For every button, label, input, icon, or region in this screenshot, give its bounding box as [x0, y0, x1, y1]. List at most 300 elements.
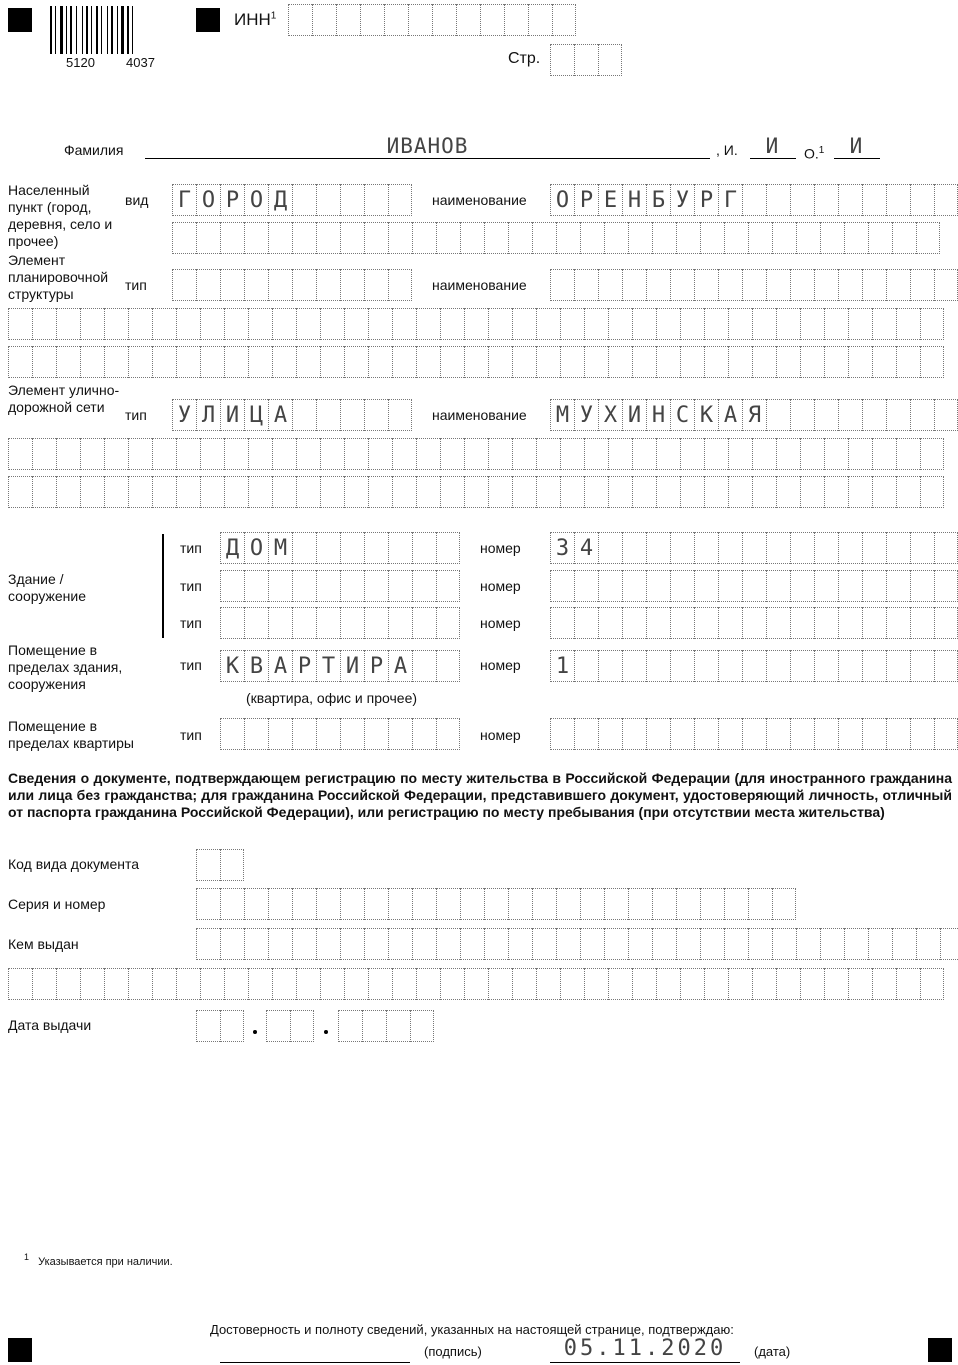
char-cell — [292, 399, 316, 431]
char-cell — [152, 476, 176, 508]
char-cell — [838, 570, 862, 602]
char-cell — [512, 968, 536, 1000]
char-cell — [776, 346, 800, 378]
char-cell — [504, 4, 528, 36]
char-cell — [320, 346, 344, 378]
street-name-field-row2[interactable] — [8, 438, 944, 470]
street-name-field[interactable] — [550, 399, 958, 431]
surname-value: ИВАНОВ — [386, 134, 469, 158]
char-cell — [316, 222, 340, 254]
char-cell — [844, 928, 868, 960]
footnote-text: Указывается при наличии. — [38, 1255, 173, 1268]
char-cell — [412, 607, 436, 639]
char-cell — [800, 968, 824, 1000]
char-cell — [584, 308, 608, 340]
char-cell — [244, 269, 268, 301]
char-cell — [820, 222, 844, 254]
char-cell — [796, 222, 820, 254]
char-cell — [360, 4, 384, 36]
char-cell: 1 — [550, 650, 574, 682]
char-cell — [680, 346, 704, 378]
char-cell — [272, 968, 296, 1000]
issued-by-field-row2[interactable] — [8, 968, 944, 1000]
char-cell — [316, 184, 340, 216]
building-number-field-1[interactable] — [550, 532, 958, 564]
char-cell — [814, 650, 838, 682]
confirmation-text: Достоверность и полноту сведений, указанных на настоящей странице, подтверждаю: — [210, 1322, 734, 1337]
char-cell — [790, 718, 814, 750]
char-cell — [920, 476, 944, 508]
char-cell — [608, 308, 632, 340]
char-cell — [220, 718, 244, 750]
char-cell — [550, 570, 574, 602]
char-cell — [608, 968, 632, 1000]
char-cell — [416, 968, 440, 1000]
premises-type-field[interactable] — [220, 650, 460, 682]
building-type-label-2: тип — [180, 578, 202, 594]
corner-marker-bottom-right — [928, 1338, 952, 1362]
char-cell — [700, 888, 724, 920]
char-cell — [344, 308, 368, 340]
char-cell — [772, 222, 796, 254]
char-cell — [440, 438, 464, 470]
char-cell: О — [196, 184, 220, 216]
building-type-field-2[interactable] — [220, 570, 460, 602]
char-cell — [598, 718, 622, 750]
barcode-bar — [111, 6, 113, 54]
char-cell — [892, 928, 916, 960]
char-cell — [220, 1010, 244, 1042]
date-field[interactable] — [550, 1336, 740, 1363]
char-cell — [196, 269, 220, 301]
char-cell — [248, 308, 272, 340]
char-cell — [742, 607, 766, 639]
planning-name-field-row2[interactable] — [8, 308, 944, 340]
char-cell — [224, 968, 248, 1000]
char-cell — [694, 570, 718, 602]
flat-premises-type-label: тип — [180, 727, 202, 743]
char-cell — [292, 532, 316, 564]
premises-number-field[interactable] — [550, 650, 958, 682]
char-cell — [440, 346, 464, 378]
char-cell — [436, 532, 460, 564]
char-cell — [700, 222, 724, 254]
surname-field[interactable] — [145, 134, 710, 159]
char-cell — [646, 607, 670, 639]
char-cell — [646, 269, 670, 301]
char-cell — [652, 928, 676, 960]
char-cell — [704, 438, 728, 470]
street-type-field[interactable] — [172, 399, 412, 431]
char-cell — [824, 308, 848, 340]
char-cell — [622, 607, 646, 639]
char-cell — [464, 308, 488, 340]
char-cell — [512, 438, 536, 470]
char-cell — [598, 44, 622, 76]
char-cell — [200, 346, 224, 378]
char-cell — [364, 570, 388, 602]
street-label: Элемент улично-дорожной сети — [8, 382, 120, 415]
char-cell — [80, 476, 104, 508]
char-cell — [742, 532, 766, 564]
barcode — [50, 6, 180, 54]
char-cell — [910, 718, 934, 750]
char-cell — [694, 718, 718, 750]
barcode-bar — [60, 6, 63, 54]
char-cell — [220, 849, 244, 881]
char-cell — [488, 968, 512, 1000]
barcode-bar — [86, 6, 88, 54]
char-cell — [320, 438, 344, 470]
char-cell: Х — [598, 399, 622, 431]
char-cell — [680, 968, 704, 1000]
char-cell — [848, 346, 872, 378]
char-cell — [652, 888, 676, 920]
char-cell — [248, 476, 272, 508]
char-cell — [800, 346, 824, 378]
char-cell — [574, 44, 598, 76]
char-cell — [718, 650, 742, 682]
char-cell — [512, 476, 536, 508]
barcode-bar — [132, 6, 133, 54]
char-cell — [456, 4, 480, 36]
char-cell — [80, 308, 104, 340]
barcode-bar — [91, 6, 92, 54]
char-cell — [128, 438, 152, 470]
char-cell — [484, 888, 508, 920]
char-cell — [886, 607, 910, 639]
char-cell — [628, 928, 652, 960]
char-cell — [344, 968, 368, 1000]
char-cell — [646, 650, 670, 682]
issued-by-field[interactable] — [196, 928, 958, 960]
char-cell — [312, 4, 336, 36]
char-cell — [272, 308, 296, 340]
flat-premises-number-field[interactable] — [550, 718, 958, 750]
char-cell — [344, 346, 368, 378]
char-cell — [886, 184, 910, 216]
issue-date-year-field[interactable] — [338, 1010, 434, 1042]
char-cell — [670, 718, 694, 750]
char-cell — [436, 570, 460, 602]
char-cell — [8, 968, 32, 1000]
char-cell — [776, 438, 800, 470]
char-cell — [412, 222, 436, 254]
char-cell — [196, 928, 220, 960]
char-cell — [488, 308, 512, 340]
char-cell — [220, 888, 244, 920]
char-cell — [910, 570, 934, 602]
settlement-name-field-row2[interactable] — [172, 222, 940, 254]
char-cell — [718, 532, 742, 564]
char-cell — [416, 308, 440, 340]
char-cell — [862, 718, 886, 750]
barcode-bar — [66, 6, 67, 54]
char-cell — [824, 968, 848, 1000]
char-cell — [268, 222, 292, 254]
planning-type-label: тип — [125, 277, 147, 293]
char-cell — [536, 968, 560, 1000]
char-cell — [460, 928, 484, 960]
char-cell — [718, 269, 742, 301]
char-cell — [508, 888, 532, 920]
char-cell — [200, 308, 224, 340]
street-name-field-row3[interactable] — [8, 476, 944, 508]
char-cell — [512, 346, 536, 378]
issue-date-separator-2 — [324, 1030, 328, 1034]
char-cell — [292, 269, 316, 301]
char-cell — [680, 438, 704, 470]
page-label: Стр. — [508, 50, 541, 67]
char-cell — [412, 928, 436, 960]
char-cell — [848, 308, 872, 340]
char-cell — [814, 269, 838, 301]
barcode-bar — [76, 6, 77, 54]
char-cell: А — [718, 399, 742, 431]
barcode-bar — [50, 6, 52, 54]
char-cell: В — [244, 650, 268, 682]
char-cell — [104, 476, 128, 508]
building-type-label-3: тип — [180, 615, 202, 631]
char-cell — [316, 570, 340, 602]
char-cell — [368, 476, 392, 508]
issue-date-day-field[interactable] — [196, 1010, 244, 1042]
char-cell — [104, 438, 128, 470]
flat-premises-number-label: номер — [480, 727, 521, 743]
char-cell — [742, 570, 766, 602]
char-cell — [292, 718, 316, 750]
char-cell — [838, 532, 862, 564]
char-cell — [220, 928, 244, 960]
corner-marker-top-mid — [196, 8, 220, 32]
char-cell: О — [550, 184, 574, 216]
char-cell — [622, 718, 646, 750]
char-cell — [556, 928, 580, 960]
char-cell — [550, 269, 574, 301]
char-cell — [316, 269, 340, 301]
char-cell — [56, 308, 80, 340]
char-cell: Е — [598, 184, 622, 216]
char-cell — [536, 308, 560, 340]
char-cell — [200, 476, 224, 508]
char-cell — [896, 346, 920, 378]
char-cell — [656, 308, 680, 340]
street-name-label: наименование — [432, 407, 527, 423]
planning-name-field[interactable] — [550, 269, 958, 301]
char-cell — [584, 438, 608, 470]
char-cell — [632, 968, 656, 1000]
char-cell: Д — [268, 184, 292, 216]
char-cell — [464, 346, 488, 378]
signature-field[interactable] — [220, 1342, 410, 1363]
char-cell — [368, 968, 392, 1000]
series-number-field[interactable] — [196, 888, 796, 920]
char-cell — [632, 438, 656, 470]
char-cell — [848, 476, 872, 508]
char-cell — [512, 308, 536, 340]
char-cell — [320, 308, 344, 340]
char-cell — [934, 650, 958, 682]
settlement-kind-field[interactable] — [172, 184, 412, 216]
char-cell — [814, 570, 838, 602]
char-cell — [268, 269, 292, 301]
char-cell — [388, 718, 412, 750]
footnote-number: 1 — [24, 1252, 30, 1262]
char-cell — [886, 650, 910, 682]
planning-label: Элемент планировочной структуры — [8, 252, 109, 302]
char-cell: И — [622, 399, 646, 431]
char-cell — [480, 4, 504, 36]
char-cell — [910, 269, 934, 301]
initial-o-footnote-ref: 1 — [818, 145, 825, 156]
char-cell — [742, 184, 766, 216]
settlement-kind-label: вид — [125, 192, 149, 208]
char-cell — [940, 928, 958, 960]
char-cell — [752, 438, 776, 470]
char-cell — [766, 184, 790, 216]
char-cell — [316, 718, 340, 750]
char-cell — [766, 399, 790, 431]
building-number-field-3[interactable] — [550, 607, 958, 639]
barcode-bar — [70, 6, 72, 54]
barcode-bar — [127, 6, 129, 54]
surname-label: Фамилия — [64, 142, 124, 158]
signature-label: (подпись) — [424, 1344, 482, 1359]
char-cell — [488, 346, 512, 378]
char-cell — [508, 222, 532, 254]
char-cell — [646, 532, 670, 564]
page-number-field[interactable] — [550, 44, 622, 76]
premises-hint: (квартира, офис и прочее) — [246, 690, 418, 706]
issue-date-label: Дата выдачи — [8, 1017, 92, 1033]
char-cell — [272, 346, 296, 378]
initial-i-field[interactable] — [750, 134, 796, 159]
char-cell — [790, 607, 814, 639]
char-cell — [670, 269, 694, 301]
date-label: (дата) — [754, 1344, 791, 1359]
char-cell — [752, 968, 776, 1000]
char-cell: У — [574, 399, 598, 431]
barcode-bar — [117, 6, 118, 54]
building-number-label-2: номер — [480, 578, 521, 594]
char-cell — [316, 532, 340, 564]
char-cell: 4 — [574, 532, 598, 564]
char-cell — [680, 476, 704, 508]
char-cell — [848, 438, 872, 470]
char-cell — [412, 532, 436, 564]
char-cell — [814, 399, 838, 431]
char-cell — [388, 184, 412, 216]
char-cell — [412, 888, 436, 920]
flat-premises-type-field[interactable] — [220, 718, 460, 750]
char-cell — [80, 346, 104, 378]
char-cell — [550, 718, 574, 750]
char-cell — [766, 269, 790, 301]
char-cell — [766, 607, 790, 639]
initial-o-field[interactable] — [834, 134, 880, 159]
char-cell — [560, 968, 584, 1000]
char-cell — [392, 476, 416, 508]
planning-type-field[interactable] — [172, 269, 412, 301]
char-cell — [796, 928, 820, 960]
flat-premises-label: Помещение в пределах квартиры — [8, 718, 134, 751]
char-cell — [670, 650, 694, 682]
barcode-bar — [101, 6, 102, 54]
char-cell — [176, 308, 200, 340]
char-cell — [694, 607, 718, 639]
doc-code-label: Код вида документа — [8, 856, 140, 872]
building-type-field-1[interactable] — [220, 532, 460, 564]
char-cell — [316, 607, 340, 639]
char-cell — [460, 888, 484, 920]
char-cell — [704, 476, 728, 508]
char-cell — [292, 184, 316, 216]
char-cell — [290, 1010, 314, 1042]
doc-code-field[interactable] — [196, 849, 244, 881]
barcode-bar — [121, 6, 124, 54]
char-cell — [838, 607, 862, 639]
char-cell — [196, 222, 220, 254]
building-type-field-3[interactable] — [220, 607, 460, 639]
char-cell — [340, 928, 364, 960]
char-cell: Н — [646, 399, 670, 431]
char-cell — [436, 718, 460, 750]
inn-field[interactable] — [288, 4, 576, 36]
char-cell: У — [172, 399, 196, 431]
char-cell — [910, 184, 934, 216]
barcode-bar — [82, 6, 83, 54]
char-cell — [176, 346, 200, 378]
char-cell — [292, 570, 316, 602]
settlement-name-field[interactable] — [550, 184, 958, 216]
char-cell — [676, 928, 700, 960]
char-cell — [292, 888, 316, 920]
char-cell — [718, 607, 742, 639]
char-cell — [670, 607, 694, 639]
char-cell — [622, 570, 646, 602]
issue-date-month-field[interactable] — [266, 1010, 314, 1042]
char-cell — [704, 346, 728, 378]
char-cell — [368, 308, 392, 340]
char-cell — [56, 438, 80, 470]
char-cell — [824, 476, 848, 508]
char-cell — [886, 570, 910, 602]
char-cell — [416, 346, 440, 378]
char-cell — [598, 650, 622, 682]
char-cell — [916, 222, 940, 254]
char-cell — [268, 928, 292, 960]
char-cell — [128, 346, 152, 378]
char-cell — [460, 222, 484, 254]
issued-by-label: Кем выдан — [8, 936, 79, 952]
char-cell: К — [694, 399, 718, 431]
char-cell — [244, 222, 268, 254]
initial-o-value: И — [849, 134, 865, 158]
char-cell — [872, 346, 896, 378]
char-cell — [934, 718, 958, 750]
char-cell — [296, 438, 320, 470]
char-cell — [388, 607, 412, 639]
char-cell — [388, 399, 412, 431]
char-cell: Т — [316, 650, 340, 682]
char-cell: А — [268, 399, 292, 431]
building-number-field-2[interactable] — [550, 570, 958, 602]
char-cell — [574, 570, 598, 602]
char-cell — [838, 184, 862, 216]
planning-name-field-row3[interactable] — [8, 346, 944, 378]
settlement-name-label: наименование — [432, 192, 527, 208]
char-cell — [152, 308, 176, 340]
